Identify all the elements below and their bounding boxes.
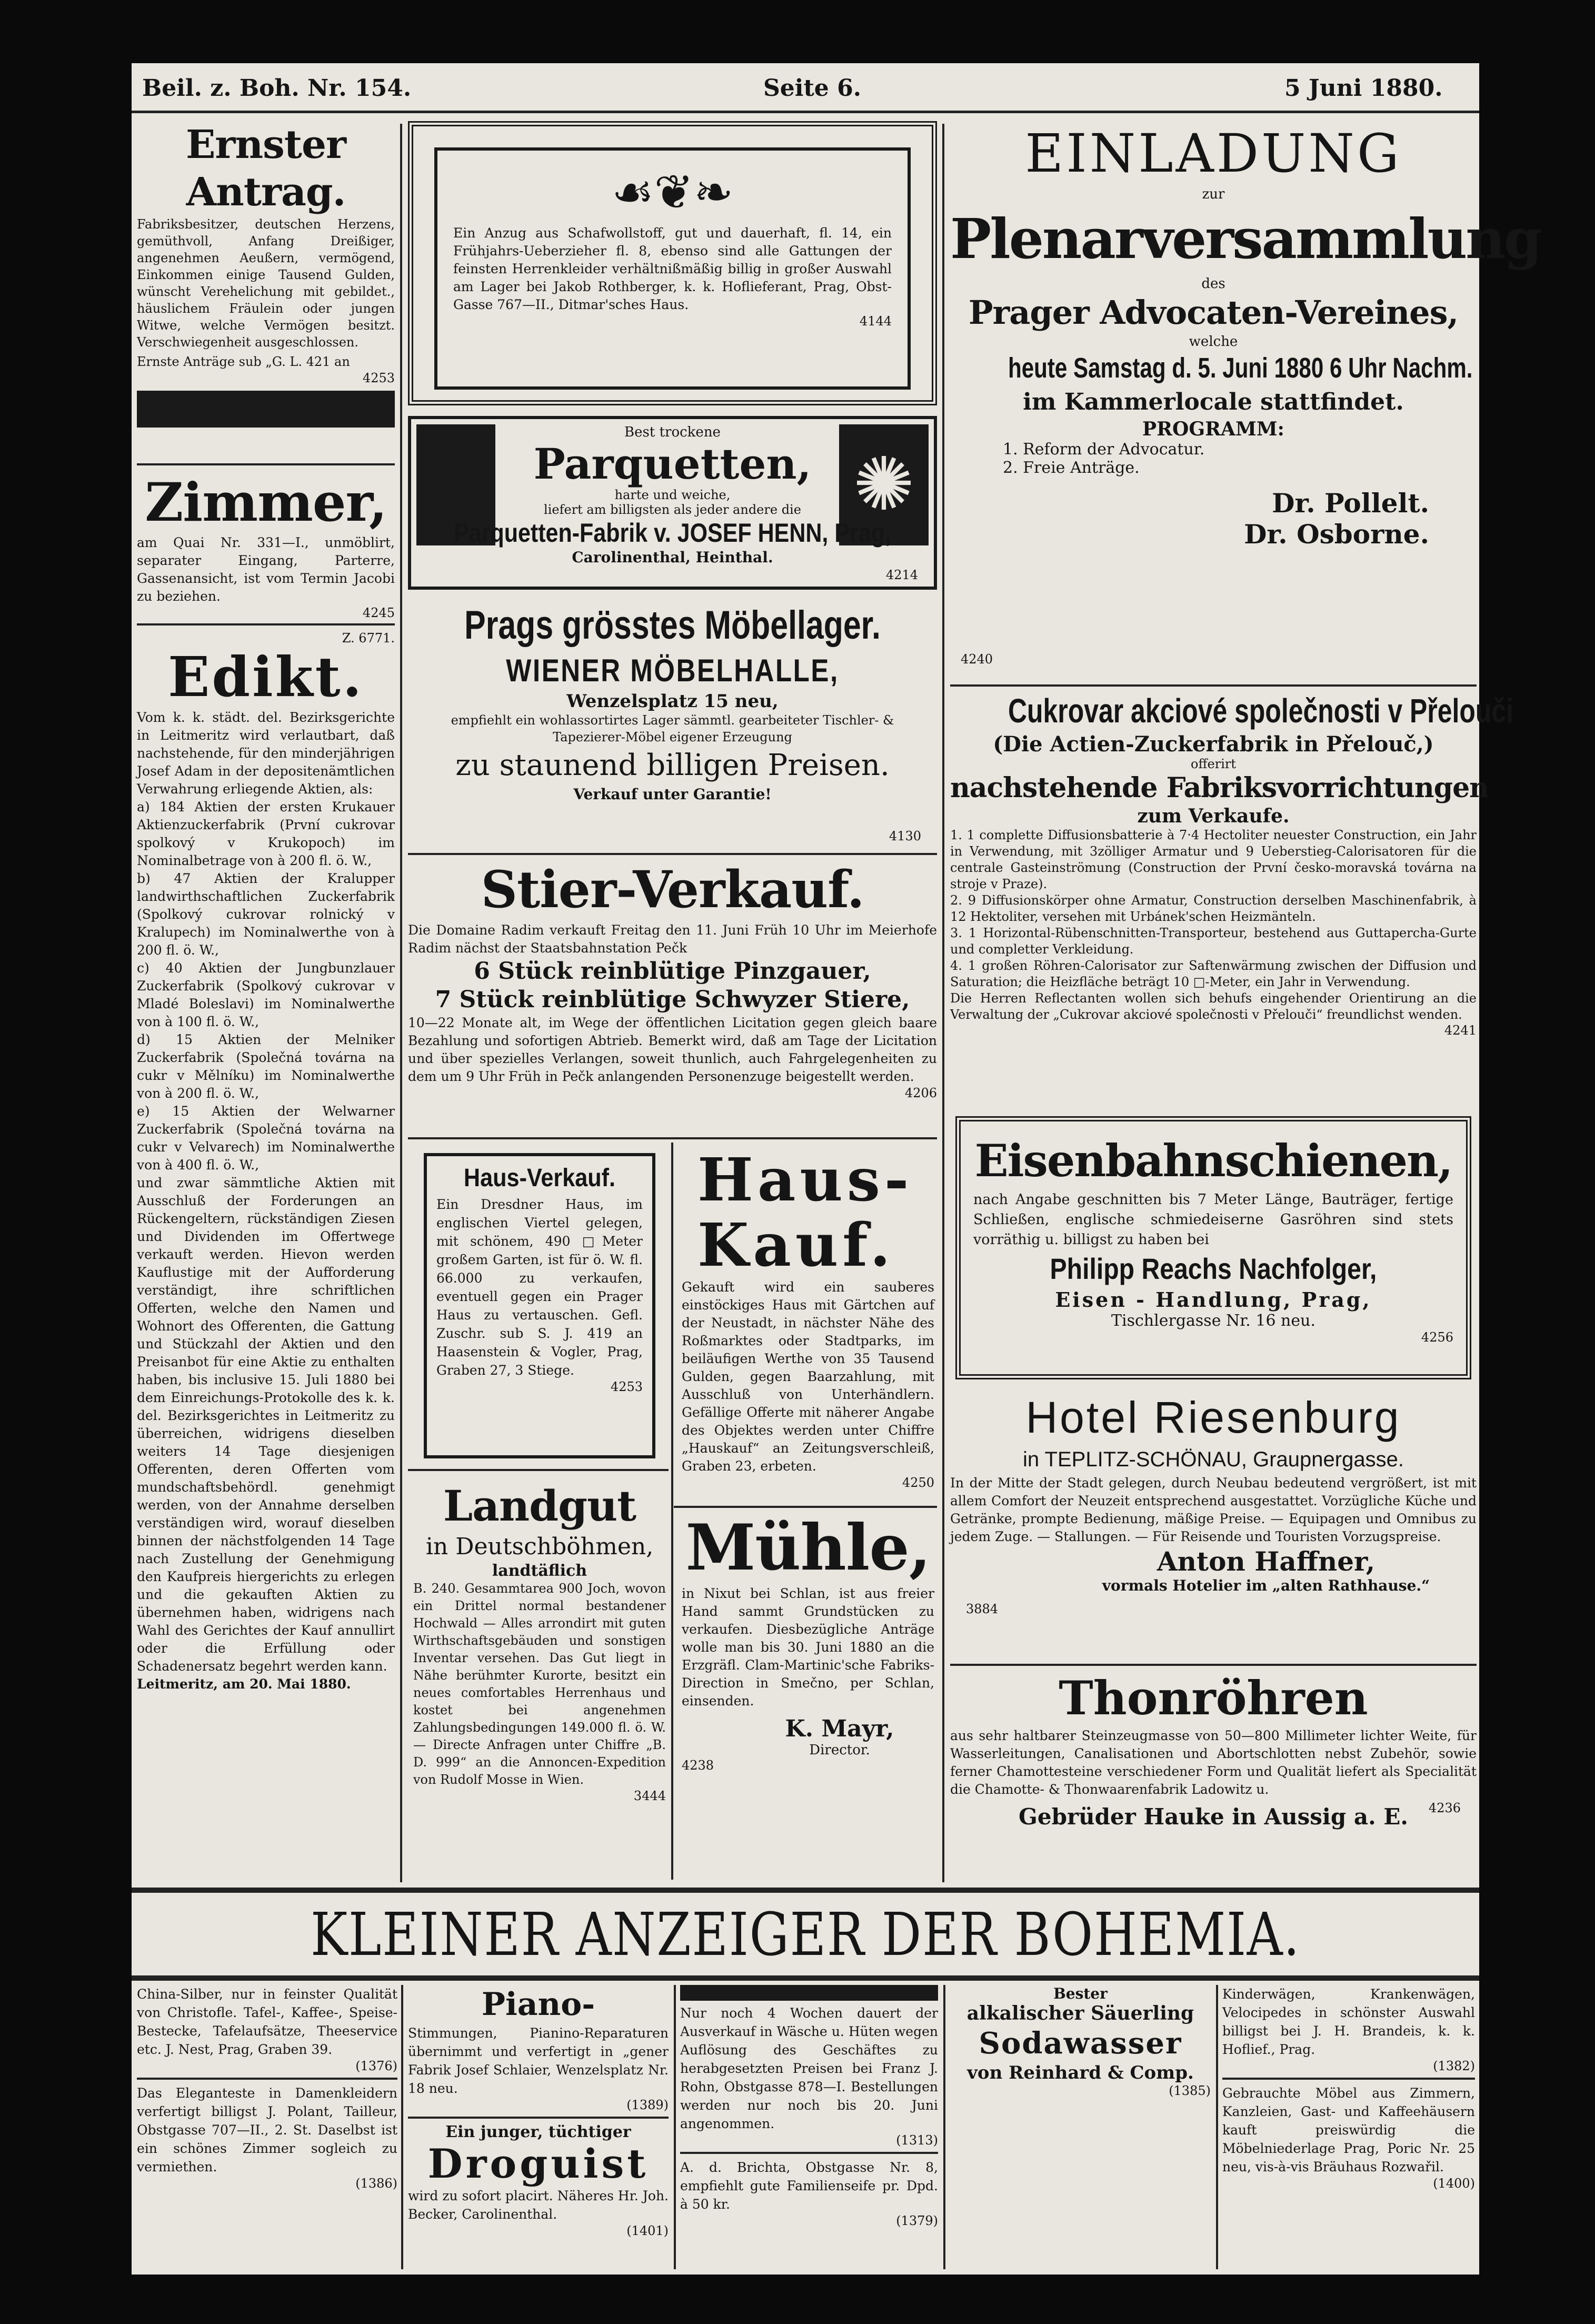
cukrovar-footer: Die Herren Reflectanten wollen sich behufs eingehender Orientirung an die Verwaltung der „Cukrovar akciové společnosti v Přelouči“ freundlichst wenden. <box>950 991 1477 1022</box>
hotel-ad <box>950 1390 1477 1653</box>
ad-divider <box>680 2152 938 2154</box>
edikt-title: Edikt. <box>168 644 364 709</box>
soda-number: (1385) <box>1169 2083 1211 2098</box>
soda-top-2: alkalischer Säuerling <box>966 2002 1194 2024</box>
einladung-welche: welche <box>1189 334 1238 350</box>
edikt-signature: Leitmeritz, am 20. Mai 1880. <box>137 1676 351 1692</box>
edikt-item: b) 47 Aktien der Kralupper landwirthschaftlichen Zuckerfabrik (Spolkový cukrovar rolnický v Kralupech) im Nominalwerthe von à 200 fl. ö. W., <box>137 871 395 958</box>
ad-divider <box>950 684 1477 687</box>
hauskauf-number: 4250 <box>902 1475 934 1490</box>
page-header <box>132 63 1479 113</box>
landgut-sub2: landtäflich <box>492 1562 587 1580</box>
small-ads-col-3 <box>680 1985 938 2269</box>
parquetten-top: Best trockene <box>624 424 721 440</box>
droguist-top: Ein junger, tüchtiger <box>445 2123 631 2141</box>
thon-number: 4236 <box>1428 1801 1461 1815</box>
einladung-main: Plenarversammlung <box>950 206 1541 271</box>
parquetten-firm: Parquetten-Fabrik v. JOSEF HENN, Prag, <box>454 518 891 548</box>
stier-intro: Die Domaine Radim verkauft Freitag den 11. Juni Früh 10 Uhr im Meierhofe Radim nächst der Staatsbahnstation Pečk <box>408 922 937 956</box>
ausverkauf-dark-bar <box>680 1985 938 2001</box>
parquet-pattern-right-icon: ✺ <box>839 424 929 545</box>
cukrovar-item: 4. 1 großen Röhren-Calorisator zur Saftenwärmung zwischen der Diffusion und Saturation; die Heizfläche beträgt 10 □-Meter, ein Jahr in Verwendung. <box>950 958 1477 989</box>
cukrovar-ad <box>950 690 1513 1106</box>
stier-item-2: 7 Stück reinblütige Schwyzer Stiere, <box>435 986 910 1013</box>
kinderwaegen-ad: Kinderwägen, Krankenwägen, Velocipedes in schönster Auswahl billigst bei J. H. Brandeis, k. k. Hoflief., Prag. <box>1222 1987 1475 2057</box>
section-rule <box>132 1888 1479 1893</box>
column-rule <box>943 1985 945 2269</box>
brichta-number: (1379) <box>896 2213 938 2228</box>
piano-number: (1389) <box>626 2098 669 2112</box>
kleiner-anzeiger-title: KLEINER ANZEIGER DER BOHEMIA. <box>310 1901 1301 1969</box>
moebel-slogan: zu staunend billigen Preisen. <box>455 748 890 782</box>
parquetten-mid: harte und weiche, <box>614 488 731 502</box>
thon-firm: Gebrüder Hauke in Aussig a. E. <box>1019 1804 1408 1830</box>
antrag-footer: Ernste Anträge sub „G. L. 421 an <box>137 354 350 369</box>
column-rule <box>674 1985 676 2269</box>
einladung-title: EINLADUNG <box>1025 123 1402 184</box>
eagle-emblem-icon: ☙❦❧ <box>611 165 734 220</box>
ad-divider <box>137 463 395 465</box>
header-date: 5 Juni 1880. <box>1284 75 1443 102</box>
cukrovar-offer: offerirt <box>1191 757 1236 771</box>
eisen-ad <box>955 1116 1471 1379</box>
ad-divider <box>408 853 937 855</box>
piano-ad: Stimmungen, Pianino-Reparaturen übernimmt und verfertigt in „gener Fabrik Josef Schlaier, Wenzelsplatz Nr. 18 neu. <box>408 2025 669 2096</box>
hotel-role: vormals Hotelier im „alten Rathhause.“ <box>1102 1577 1430 1594</box>
thon-ad <box>950 1669 1477 1880</box>
ad-divider <box>408 1469 669 1471</box>
small-ads-col-2 <box>408 1985 669 2269</box>
ad-divider <box>1222 2078 1475 2080</box>
ad-divider <box>950 1664 1477 1666</box>
damenkleider-number: (1386) <box>355 2176 397 2191</box>
landgut-ad <box>413 1479 666 1885</box>
moebel-title: Prags grösstes Möbellager. <box>464 603 881 648</box>
edikt-items <box>137 798 395 1174</box>
einladung-number: 4240 <box>961 652 993 667</box>
eisen-line: Eisen - Handlung, Prag, <box>1055 1288 1372 1312</box>
einladung-when: heute Samstag d. 5. Juni 1880 6 Uhr Nachm. <box>1008 352 1473 384</box>
header-page-number: Seite 6. <box>763 75 862 102</box>
parquetten-title: Parquetten, <box>533 439 812 489</box>
edikt-body: und zwar sämmtliche Aktien mit Ausschluß der Forderungen an Rückengeltern, rückständigen Ziesen und Dividenden im Offertwege verkauft werden. Hievon werden Kauflustige mit der Aufforderung verständigt, ihre schriftlichen Offerten, welche den Namen und Wohnort des Offerenten, die Gattung und Stückzahl der Aktien und den Preisanbot für eine Aktie zu enthalten haben, bis inclusive 15. Juli 1880 bei dem Einreichungs-Protokolle des k. k. del. Bezirksgerichtes in Leitmeritz zu überreichen, widrigens dieselben weiters 14 Tage diesjenigen Offerenten, deren Offerten vom mundschaftsbehördl. genehmigt werden, von der Annahme derselben verständigen wird, worauf dieselben binnen der nächstfolgenden 14 Tage nach Zustellung der Genehmigung den Kaufpreis hiergerichts zu erlegen und die gekauften Aktien zu übernehmen haben, widrigens nach Wahl des Gerichtes der Kauf annullirt oder die Erfüllung oder Schadenersatz begehrt werden kann. <box>137 1175 395 1674</box>
antrag-number: 4253 <box>362 371 395 385</box>
newspaper-page <box>132 63 1541 2275</box>
moebel-number: 4130 <box>889 829 921 843</box>
moebel-gebraucht-ad: Gebrauchte Möbel aus Zimmern, Kanzleien, Gast- und Kaffeehäusern kauft preiswürdig die Möbelniederlage Prag, Poric Nr. 25 neu, vis-à-vis Bräuhaus Rozwařil. <box>1222 2085 1475 2174</box>
cukrovar-title: Cukrovar akciové společnosti v Přelouči <box>1008 692 1513 730</box>
small-ads-col-1 <box>137 1985 397 2269</box>
zimmer-body: am Quai Nr. 331—I., unmöblirt, separater Eingang, Parterre, Gassenansicht, ist vom Termin Jacobi zu beziehen. <box>137 535 395 604</box>
einladung-organisation: Prager Advocaten-Vereines, <box>968 293 1459 332</box>
hausverkauf-ad <box>424 1153 655 1458</box>
ad-divider <box>137 623 395 625</box>
kleiner-anzeiger-banner <box>132 1895 1479 1974</box>
muehle-title: Mühle, <box>685 1511 931 1585</box>
muehle-ad <box>682 1511 934 1880</box>
edikt-ad <box>137 631 395 1693</box>
small-ads-col-4 <box>950 1985 1211 2143</box>
eisen-body: nach Angabe geschnitten bis 7 Meter Länge, Bauträger, fertige Schließen, englische schmiedeiserne Gasröhren sind stets vorräthig u. billigst zu haben bei <box>973 1191 1453 1248</box>
muehle-role: Director. <box>809 1742 870 1758</box>
column-3 <box>950 121 1541 1885</box>
einladung-ad <box>950 121 1541 679</box>
zimmer-title: Zimmer, <box>145 471 387 533</box>
einladung-where: im Kammerlocale stattfindet. <box>1023 389 1404 415</box>
landgut-body: B. 240. Gesammtarea 900 Joch, wovon ein Drittel normal bestandener Hochwald — Alles arrondirt mit guten Wirthschaftsgebäuden und sonstigen Inventar versehen. Das Gut liegt in Nähe berühmter Kurorte, besitzt ein neues comfortables Herrenhaus und kostet bei angenehmen Zahlungsbedingungen 149.000 fl. ö. W. — Directe Anfragen unter Chiffre „B. D. 999“ an die Annoncen-Expedition von Rudolf Mosse in Wien. <box>413 1581 666 1787</box>
anzug-body: Ein Anzug aus Schafwollstoff, gut und dauerhaft, fl. 14, ein Frühjahrs-Ueberzieher fl. 8, ebenso sind alle Gattungen der feinsten Herrenkleider verhältnißmäßig billig in großer Auswahl am Lager bei Jakob Rothberger, k. k. Hoflieferant, Prag, Obst-Gasse 767—II., Ditmar'sches Haus. <box>453 225 892 312</box>
ausverkauf-ad: Nur noch 4 Wochen dauert der Ausverkauf in Wäsche u. Hüten wegen Auflösung des Geschäftes zu herabgesetzten Preisen bei Franz J. Rohn, Obstgasse 878—I. Bestellungen werden nur noch bis 20. Juni angenommen. <box>680 2005 938 2131</box>
anzug-number: 4144 <box>859 314 892 329</box>
kinderwaegen-number: (1382) <box>1433 2059 1475 2073</box>
droguist-title: Droguist <box>427 2140 649 2187</box>
einladung-item: 2. Freie Anträge. <box>1003 459 1140 477</box>
einladung-item: 1. Reform der Advocatur. <box>1003 440 1205 459</box>
header-issue: Beil. z. Boh. Nr. 154. <box>142 75 412 102</box>
ad-divider <box>674 1506 937 1508</box>
soda-top: Bester <box>1053 1985 1108 2002</box>
thon-title: Thonröhren <box>1059 1671 1368 1725</box>
hotel-number: 3884 <box>966 1602 999 1616</box>
edikt-item: d) 15 Aktien der Melniker Zuckerfabrik (Společná továrna na cukr v Mělníku) im Nominalwerthe von à 200 fl. ö. W., <box>137 1032 395 1101</box>
eisen-number: 4256 <box>1421 1330 1453 1345</box>
small-ads-col-5 <box>1222 1985 1475 2269</box>
edikt-item: a) 184 Aktien der ersten Krukauer Aktienzuckerfabrik (První cukrovar spolkový v Krukopoch) im Nominalbetrage von à 200 fl. ö. W., <box>137 799 395 868</box>
hotel-signer: Anton Haffner, <box>1157 1546 1375 1577</box>
stier-body: 10—22 Monate alt, im Wege der öffentlichen Licitation gegen gleich baare Bezahlung und sofortigen Abtrieb. Bemerkt wird, daß am Tage der Licitation und über spezielles Verlangen, soweit thunlich, auch Fahrgelegenheiten zu dem um 9 Uhr Früh in Pečk anlangenden Personenzuge beigestellt werden. <box>408 1015 937 1084</box>
stier-number: 4206 <box>904 1086 937 1100</box>
section-rule <box>132 1975 1479 1981</box>
hauskauf-title: Haus-Kauf. <box>697 1146 913 1280</box>
moebel-firm: WIENER MÖBELHALLE, <box>506 653 839 688</box>
droguist-ad: wird zu sofort placirt. Näheres Hr. Joh. Becker, Carolinenthal. <box>408 2188 669 2222</box>
parquetten-ad <box>408 416 937 590</box>
piano-title: Piano- <box>481 1986 595 2023</box>
hotel-title: Hotel Riesenburg <box>1025 1393 1401 1442</box>
landgut-number: 3444 <box>633 1789 666 1803</box>
parquetten-number: 4214 <box>885 568 918 582</box>
cukrovar-heading: nachstehende Fabriksvorrichtungen <box>950 772 1489 804</box>
hauskauf-ad <box>682 1148 934 1501</box>
edikt-item: c) 40 Aktien der Jungbunzlauer Zuckerfabrik (Spolkový cukrovar v Mladé Boleslavi) im Nominalwerthe von à 100 fl. ö. W., <box>137 960 395 1029</box>
cukrovar-number: 4241 <box>1444 1023 1477 1038</box>
ad-divider <box>408 2117 669 2119</box>
cukrovar-heading-2: zum Verkaufe. <box>1137 805 1290 827</box>
china-silber-number: (1376) <box>355 2059 397 2073</box>
hotel-body: In der Mitte der Stadt gelegen, durch Neubau bedeutend vergrößert, ist mit allem Comfort der Neuzeit entsprechend ausgestattet. Vorzügliche Küche und Getränke, prompte Bedienung, mäßige Preise. — Equipagen und Omnibus zu jedem Zuge. — Stallungen. — Für Reisende und Touristen Vorzugspreise. <box>950 1475 1477 1544</box>
muehle-number: 4238 <box>682 1758 714 1773</box>
ad-divider <box>408 1137 937 1139</box>
moebel-address: Wenzelsplatz 15 neu, <box>566 691 779 712</box>
hausverkauf-body: Ein Dresdner Haus, im englischen Viertel gelegen, mit schönem, 490 □Meter großem Garten, ist für ö. W. fl. 66.000 zu verkaufen, eventuell gegen ein Prager Haus zu vertauschen. Gefl. Zuschr. sub S. J. 419 an Haasenstein & Vogler, Prag, Graben 27, 3 Stiege. <box>436 1197 643 1378</box>
damenkleider-ad: Das Eleganteste in Damenkleidern verfertigt billigst J. Polant, Tailleur, Obstgasse 707—II., 2. St. Daselbst ist ein schönes Zimmer sogleich zu vermiethen. <box>137 2085 397 2174</box>
droguist-number: (1401) <box>626 2223 669 2238</box>
eisen-firm: Philipp Reachs Nachfolger, <box>1050 1252 1377 1285</box>
moebel-body: empfiehlt ein wohlassortirtes Lager sämmtl. gearbeiteter Tischler- & Tapezierer-Möbel eigener Erzeugung <box>451 713 894 744</box>
hausverkauf-number: 4253 <box>610 1379 643 1394</box>
eisen-address: Tischlergasse Nr. 16 neu. <box>1111 1312 1315 1330</box>
edikt-item: e) 15 Aktien der Welwarner Zuckerfabrik (Společná továrna na cukr v Velvarech) im Nominalwerthe von à 400 fl. ö. W., <box>137 1104 395 1173</box>
einladung-signature-1: Dr. Pollelt. <box>1272 488 1429 519</box>
moebel-footer: Verkauf unter Garantie! <box>573 786 772 803</box>
soda-firm: von Reinhard & Comp. <box>967 2062 1194 2083</box>
antrag-body: Fabriksbesitzer, deutschen Herzens, gemüthvoll, Anfang Dreißiger, angenehmen Aeußern, vermögend, Einkommen einige Tausend Gulden, wünscht Verehelichung mit gebildet., häuslichem Fräulein oder jungen Witwe, welche Vermögen besitzt. Verschwiegenheit ausgeschlossen. <box>137 217 395 350</box>
anzug-ad <box>408 121 937 405</box>
ad-divider <box>137 2078 397 2080</box>
zimmer-ad <box>137 471 395 618</box>
cukrovar-item: 1. 1 complette Diffusionsbatterie à 7·4 Hectoliter neuester Construction, ein Jahr in Verwendung, mit 3zölliger Armatur und 9 Ueberstieg-Calorisatoren für die centrale Gasteinströmung (Construction der První česko-moravská továrna na stroje v Praze). <box>950 828 1477 891</box>
einladung-des: des <box>1201 276 1225 292</box>
cukrovar-item: 2. 9 Diffusionskörper ohne Armatur, Construction derselben Maschinenfabrik, à 12 Hektoliter, versehen mit Urbánek'schen Heizmänteln. <box>950 893 1477 924</box>
cukrovar-item: 3. 1 Horizontal-Rübenschnitten-Transporteur, bestehend aus Guttapercha-Gurte und completter Verkleidung. <box>950 926 1477 957</box>
edikt-reference: Z. 6771. <box>342 631 395 645</box>
column-rule <box>400 124 402 1882</box>
antrag-title: Ernster Antrag. <box>185 122 346 215</box>
thon-body: aus sehr haltbarer Steinzeugmasse von 50—800 Millimeter lichter Weite, für Wasserleitungen, Canalisationen und Abortschlotten nebst Zubehör, sowie ferner Chamottesteine verschiedener Form und Qualität liefert als Specialität die Chamotte- & Thonwaarenfabrik Ladowitz u. <box>950 1728 1477 1797</box>
soda-title: Sodawasser <box>979 2026 1182 2061</box>
eisen-title: Eisenbahnschienen, <box>974 1135 1452 1187</box>
einladung-signature-2: Dr. Osborne. <box>1244 519 1429 550</box>
muehle-signer: K. Mayr, <box>785 1715 894 1742</box>
hauskauf-body: Gekauft wird ein sauberes einstöckiges Haus mit Gärtchen auf der Neustadt, in nächster Nähe des Roßmarktes oder Stadtparks, im beiläufigen Werthe von 35 Tausend Gulden, gegen Baarzahlung, mit Ausschluß von Unterhändlern. Gefällige Offerte mit näherer Angabe des Objektes werden unter Chiffre „Hauskauf“ an Zeitungsverschleiß, Graben 23, erbeten. <box>682 1279 934 1474</box>
china-silber-ad: China-Silber, nur in feinster Qualität von Christofle. Tafel-, Kaffee-, Speise-Bestecke, Tafelaufsätze, Theeservice etc. J. Nest, Prag, Graben 39. <box>137 1987 397 2057</box>
cukrovar-sub: (Die Actien-Zuckerfabrik in Přelouč,) <box>993 732 1434 757</box>
stier-title: Stier-Verkauf. <box>481 860 864 919</box>
column-1 <box>137 121 395 1885</box>
edikt-intro: Vom k. k. städt. del. Bezirksgerichte in Leitmeritz wird verlautbart, daß nachstehende, für den minderjährigen Josef Adam in der depositenämtlichen Verwahrung erliegende Aktien, als: <box>137 710 395 797</box>
column-rule <box>1216 1985 1218 2269</box>
column-rule <box>942 124 944 1882</box>
parquetten-line: liefert am billigsten als jeder andere die <box>544 502 801 517</box>
column-rule <box>671 1143 673 1880</box>
einladung-programm: PROGRAMM: <box>1142 418 1284 440</box>
column-rule <box>401 1985 403 2269</box>
parquetten-address: Carolinenthal, Heinthal. <box>572 549 773 566</box>
landgut-sub: in Deutschböhmen, <box>425 1533 654 1560</box>
hotel-where: in TEPLITZ-SCHÖNAU, Graupnergasse. <box>1023 1448 1404 1471</box>
column-2 <box>408 121 937 1885</box>
moebel-gebraucht-number: (1400) <box>1433 2176 1475 2191</box>
antrag-ad <box>137 121 395 458</box>
einladung-zur: zur <box>1202 186 1225 202</box>
moebel-ad <box>408 600 937 848</box>
stier-item-1: 6 Stück reinblütige Pinzgauer, <box>474 958 871 985</box>
stier-ad <box>408 858 937 1132</box>
anzug-inner-frame <box>434 147 911 390</box>
muehle-body: in Nixut bei Schlan, ist aus freier Hand sammt Grundstücken zu verkaufen. Diesbezügliche Anträge wolle man bis 30. Juni 1880 an die Erzgräfl. Clam-Martinic'sche Fabriks-Direction in Smečno, per Schlan, einsenden. <box>682 1586 934 1709</box>
zimmer-number: 4245 <box>362 605 395 620</box>
ausverkauf-number: (1313) <box>896 2133 938 2148</box>
brichta-ad: A. d. Brichta, Obstgasse Nr. 8, empfiehlt gute Familienseife pr. Dpd. à 50 kr. <box>680 2160 938 2212</box>
antrag-dark-bar <box>137 391 395 428</box>
hausverkauf-title: Haus-Verkauf. <box>463 1164 616 1192</box>
landgut-title: Landgut <box>443 1481 636 1531</box>
